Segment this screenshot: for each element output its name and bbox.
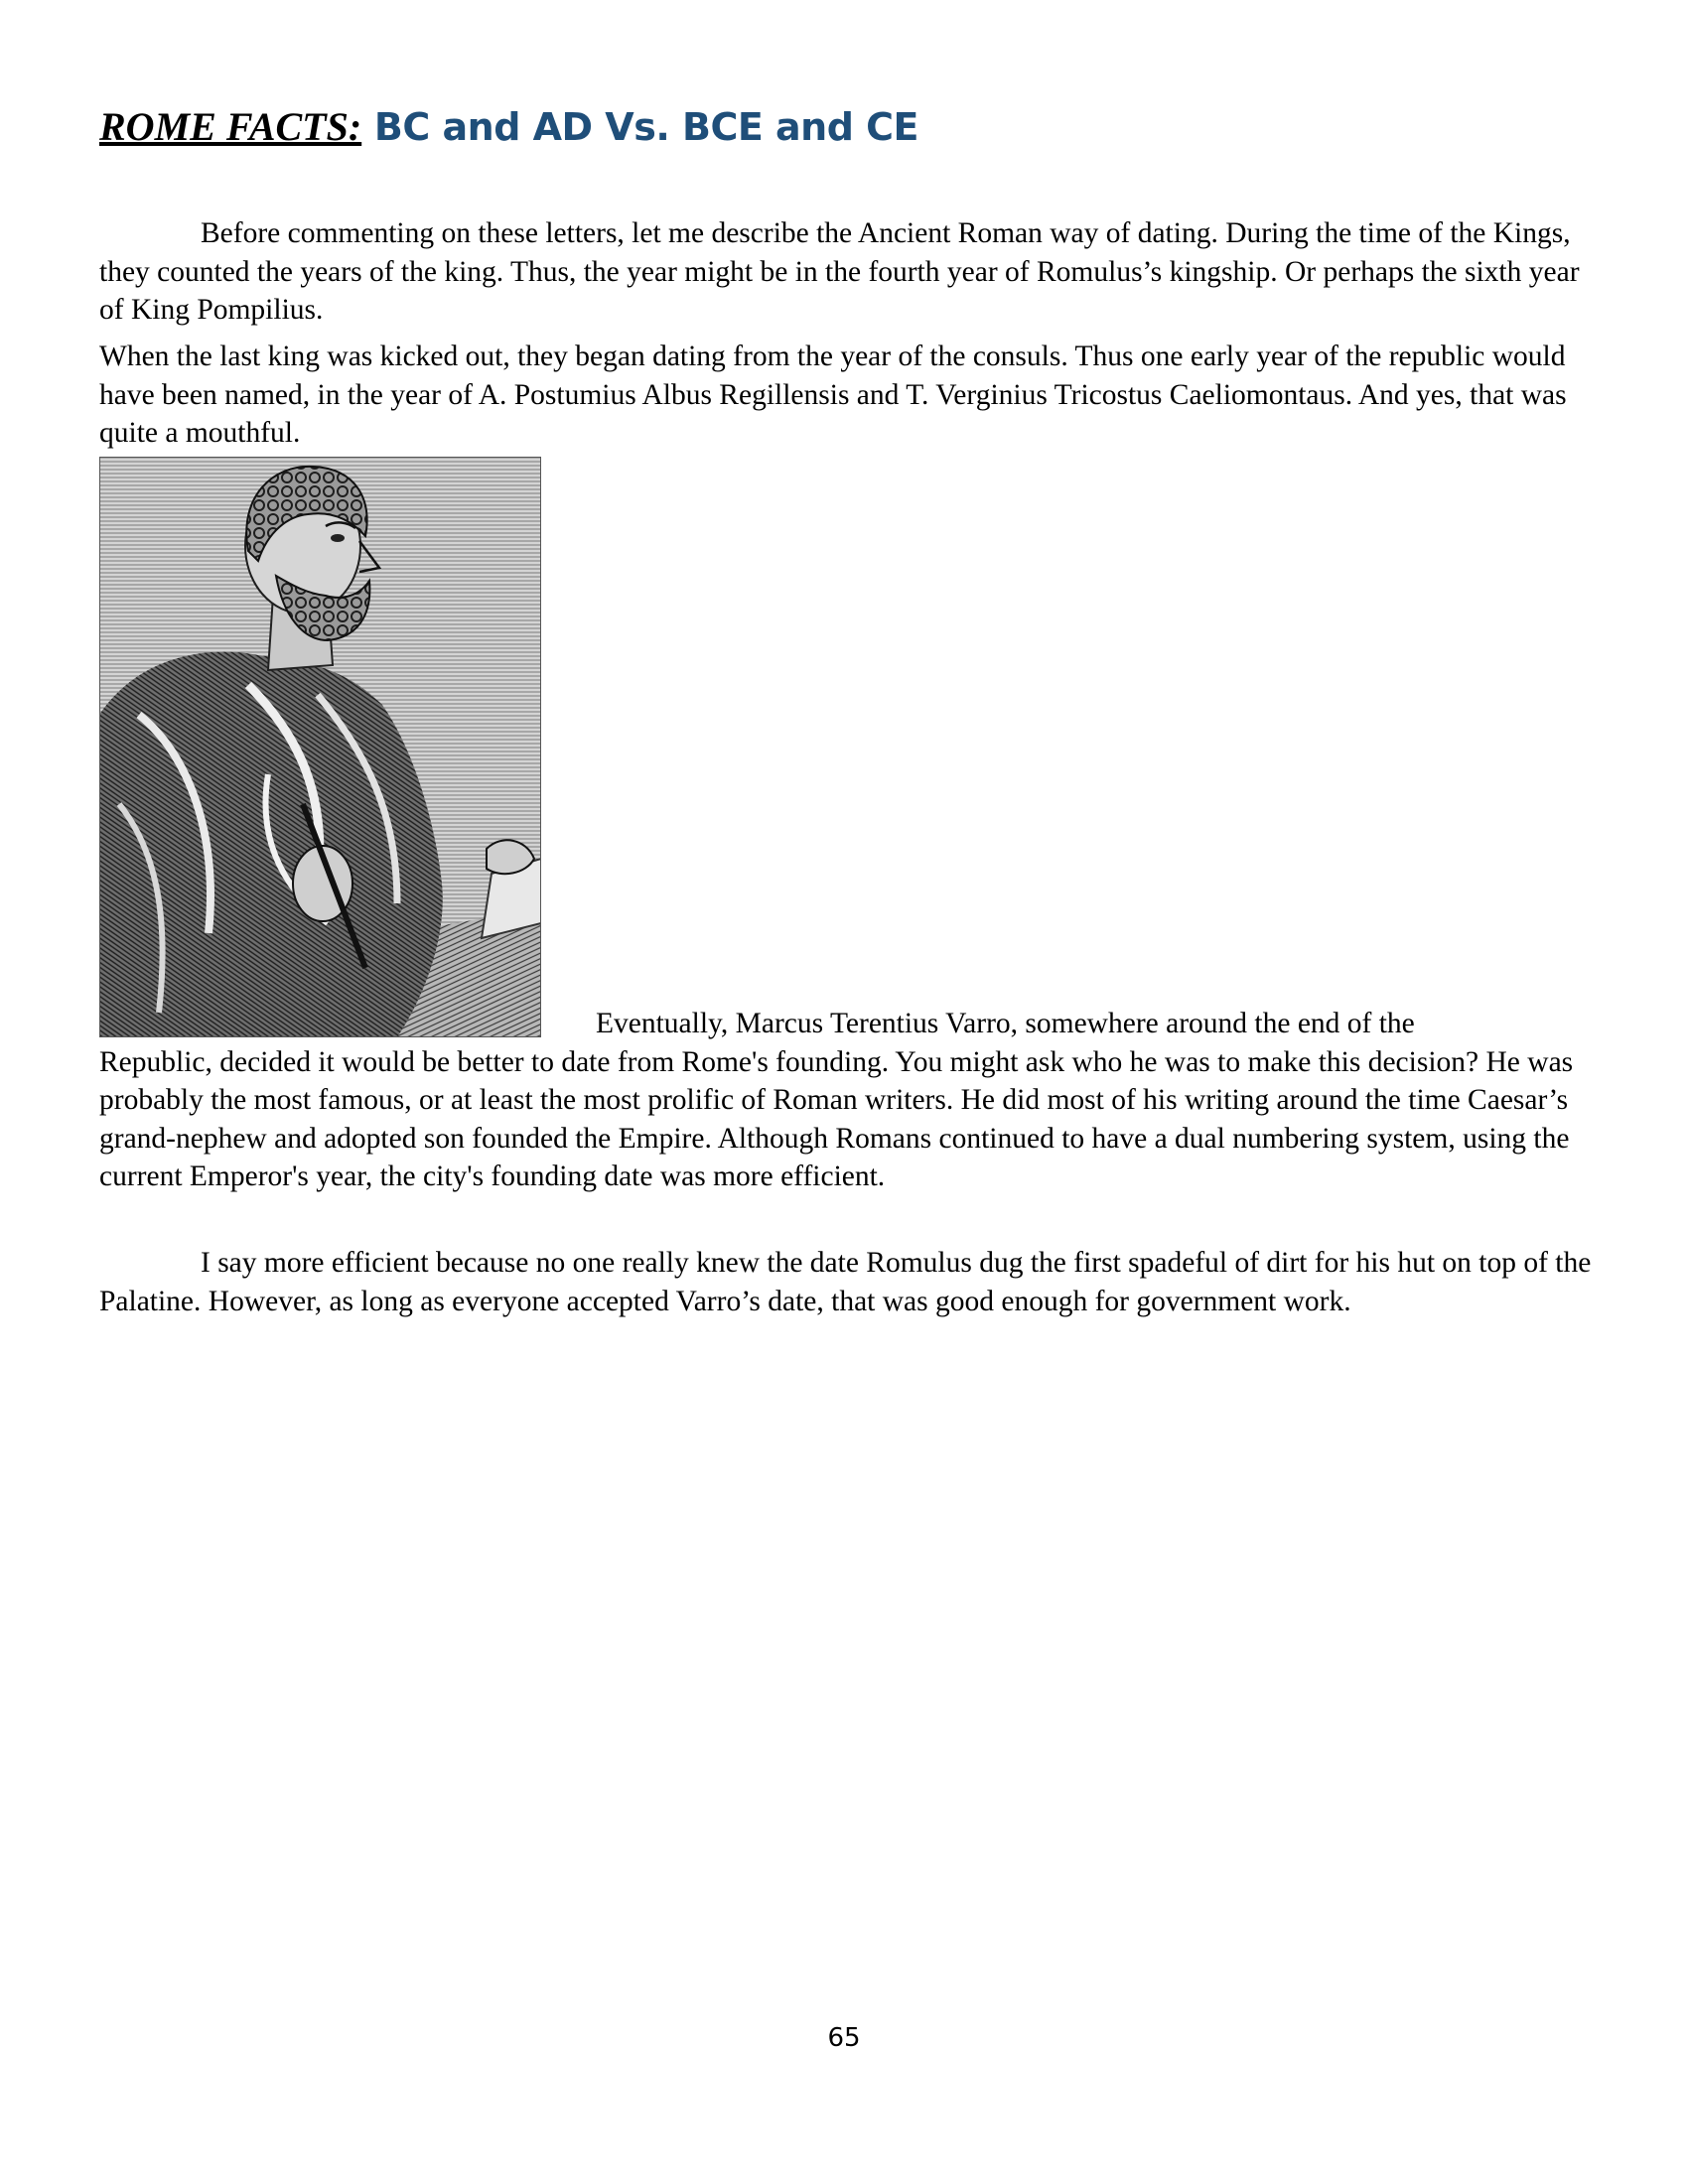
page-heading bbox=[99, 103, 1589, 150]
paragraph-efficient: I say more efficient because no one really knew the date Romulus dug the first spadeful of dirt for his hut on top of the Palatine. However, as long as everyone accepted Varro’s date, that was good enough for government work. bbox=[99, 1247, 1592, 1317]
paragraph-varro-body: Republic, decided it would be better to date from Rome's founding. You might ask who he was to make this decision? He was probably the most famous, or at least the most prolific of Roman writers. He did most of his writing around the time Caesar’s grand-nephew and adopted son founded the Empire. Although Romans continued to have a dual numbering system, using the current Emperor's year, the city's founding date was more efficient. bbox=[99, 1045, 1574, 1192]
heading-title: BC and AD Vs. BCE and CE bbox=[361, 105, 919, 149]
page-number: 65 bbox=[827, 2023, 861, 2053]
paragraph-varro bbox=[99, 1005, 1594, 1196]
heading-label: ROME FACTS: bbox=[99, 104, 362, 149]
paragraph-varro-first-line: Eventually, Marcus Terentius Varro, somewhere around the end of the bbox=[596, 1008, 1415, 1039]
varro-portrait-image bbox=[99, 457, 541, 1037]
paragraph-consuls: When the last king was kicked out, they began dating from the year of the consuls. Thus one early year of the republic would have been named, in the year of A. Postumius Albus Regillensis and T. Verginius Tricostus Caeliomontaus. And yes, that was quite a mouthful. bbox=[99, 341, 1567, 449]
paragraph-roman-dating: Before commenting on these letters, let me describe the Ancient Roman way of dating. During the time of the Kings, they counted the years of the king. Thus, the year might be in the fourth year of Romulus’s kingship. Or perhaps the sixth year of King Pompilius. bbox=[99, 217, 1580, 326]
